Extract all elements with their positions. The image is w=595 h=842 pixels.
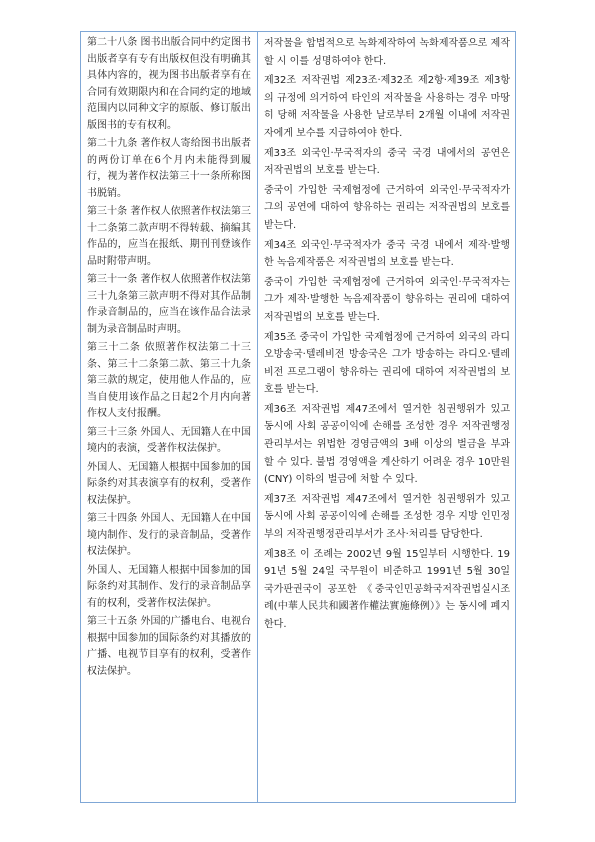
korean-column	[258, 32, 516, 802]
korean-paragraph: 제38조 이 조례는 2002년 9월 15일부터 시행한다. 1991년 5월 24일 국무원이 비준하고 1991년 5월 30일 국가판권국이 공포한 《중국인민공화국저작권법실시조례(中華人民共和國著作權法實施條例）》는 동시에 폐지한다.	[264, 548, 510, 630]
chinese-paragraph: 第二十八条 图书出版合同中约定图书出版者享有专有出版权但没有明确其具体内容的，视为图书出版者享有在合同有效期限内和在合同约定的地域范围内以同种文字的原版、修订版出版图书的专有权利。	[87, 37, 251, 131]
chinese-paragraph: 外国人、无国籍人根据中国参加的国际条约对其制作、发行的录音制品享有的权利，受著作权法保护。	[87, 564, 251, 609]
chinese-paragraph: 第三十条 著作权人依照著作权法第三十二条第二款声明不得转载、摘编其作品的，应当在报纸、期刊刊登该作品时附带声明。	[87, 206, 251, 267]
korean-paragraph: 제34조 외국인·무국적자가 중국 국경 내에서 제작·발행한 녹음제작품은 저작권법의 보호를 받는다.	[264, 239, 510, 269]
korean-paragraph: 제37조 저작권법 제47조에서 열거한 침권행위가 있고 동시에 사회 공공이익에 손해를 조성한 경우 지방 인민정부의 저작권행정관리부서가 조사·처리를 담당한다.	[264, 493, 510, 541]
korean-paragraph: 중국이 가입한 국제협정에 근거하여 외국인·무국적자가 그의 공연에 대하여 향유하는 권리는 저작권법의 보호를 받는다.	[264, 184, 510, 231]
chinese-paragraph: 外国人、无国籍人根据中国参加的国际条约对其表演享有的权利，受著作权法保护。	[87, 461, 251, 506]
chinese-paragraph: 第二十九条 著作权人寄给图书出版者的两份订单在6个月内未能得到履行，视为著作权法第三十一条所称图书脱销。	[87, 138, 251, 199]
korean-paragraph: 제32조 저작권법 제23조·제32조 제2항·제39조 제3항의 규정에 의거하여 타인의 저작물을 사용하는 경우 마땅히 당해 저작물을 사용한 날로부터 2개월 이내에 저작권자에게 보수를 지급하여야 한다.	[264, 75, 510, 139]
korean-paragraph: 제33조 외국인·무국적자의 중국 국경 내에서의 공연은 저작권법의 보호를 받는다.	[264, 147, 510, 177]
korean-paragraph: 중국이 가입한 국제협정에 근거하여 외국인·무국적자는 그가 제작·발행한 녹음제작품이 향유하는 권리에 대하여 저작권법의 보호를 받는다.	[264, 276, 510, 323]
chinese-paragraph: 第三十一条 著作权人依照著作权法第三十九条第三款声明不得对其作品制作录音制品的，应当在该作品合法录制为录音制品时声明。	[87, 274, 251, 335]
bilingual-table	[80, 31, 516, 803]
korean-paragraph: 제35조 중국이 가입한 국제협정에 근거하여 외국의 라디오방송국·텔레비전 방송국은 그가 방송하는 라디오·텔레비전 프로그램이 향유하는 권리에 대하여 저작권법의 보호를 받는다.	[264, 331, 510, 396]
chinese-column	[81, 32, 257, 802]
chinese-paragraph: 第三十三条 外国人、无国籍人在中国境内的表演，受著作权法保护。	[87, 426, 251, 454]
korean-paragraph: 제36조 저작권법 제47조에서 열거한 침권행위가 있고 동시에 사회 공공이익에 손해를 조성한 경우 저작권행정관리부서는 위법한 경영금액의 3배 이상의 벌금을 부과할 수 있다. 불법 경영액을 계산하기 어려운 경우 10만원(CNY) 이하의 벌금에 처할 수 있다.	[264, 403, 510, 486]
korean-paragraph: 저작물을 합법적으로 녹화제작하여 녹화제작품으로 제작할 시 이를 성명하여야 한다.	[264, 38, 510, 67]
chinese-paragraph: 第三十四条 外国人、无国籍人在中国境内制作、发行的录音制品，受著作权法保护。	[87, 513, 251, 557]
chinese-paragraph: 第三十二条 依照著作权法第二十三条、第三十二条第二款、第三十九条第三款的规定，使用他人作品的，应当自使用该作品之日起2个月内向著作权人支付报酬。	[87, 342, 251, 419]
chinese-paragraph: 第三十五条 外国的广播电台、电视台根据中国参加的国际条约对其播放的广播、电视节目享有的权利，受著作权法保护。	[87, 616, 251, 677]
